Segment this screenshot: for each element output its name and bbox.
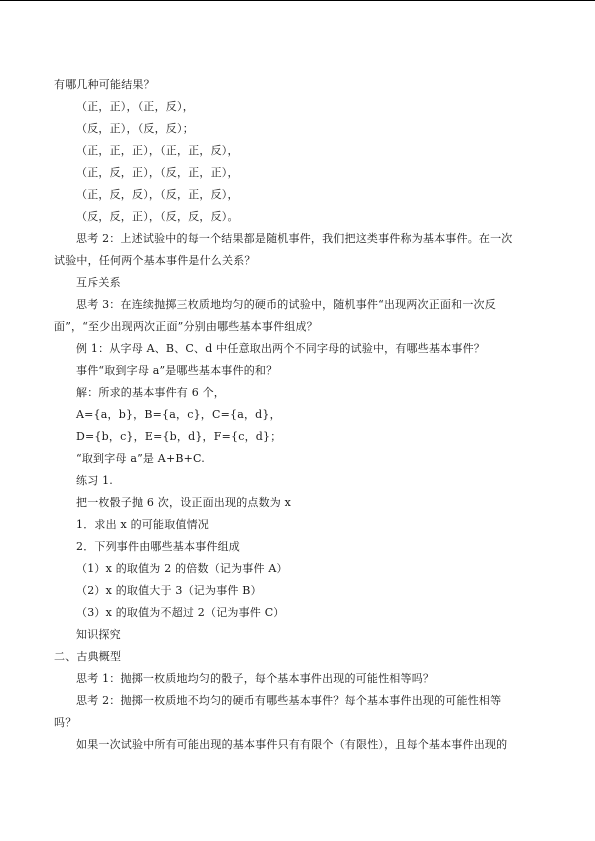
text-line: （正，反，正），（反，正，正）， bbox=[76, 166, 239, 179]
text-line: 思考 2：抛掷一枚质地不均匀的硬币有哪些基本事件？每个基本事件出现的可能性相等 bbox=[76, 694, 502, 707]
text-line: （1）x 的取值为 2 的倍数（记为事件 A） bbox=[76, 562, 288, 575]
text-line: 试验中，任何两个基本事件是什么关系？ bbox=[54, 254, 256, 267]
text-line: 互斥关系 bbox=[76, 276, 121, 289]
text-line: 把一枚骰子抛 6 次，设正面出现的点数为 x bbox=[76, 496, 292, 509]
text-line: 吗？ bbox=[54, 716, 77, 729]
text-line: 1．求出 x 的可能取值情况 bbox=[76, 518, 209, 531]
text-line: 练习 1. bbox=[76, 474, 113, 487]
text-line: （2）x 的取值大于 3（记为事件 B） bbox=[76, 584, 262, 597]
text-line: 例 1：从字母 A、B、C、d 中任意取出两个不同字母的试验中，有哪些基本事件？ bbox=[76, 342, 485, 355]
text-line: 有哪几种可能结果？ bbox=[54, 78, 155, 91]
text-line: （正，反，反），（反，正，反）， bbox=[76, 188, 239, 201]
text-line: （反，正），（反，反）； bbox=[76, 122, 194, 135]
section-heading: 二、古典概型 bbox=[54, 650, 122, 663]
text-line: （正，正），（正，反）， bbox=[76, 100, 194, 113]
text-line: 解：所求的基本事件有 6 个， bbox=[76, 386, 225, 399]
text-line: 思考 1：抛掷一枚质地均匀的骰子，每个基本事件出现的可能性相等吗？ bbox=[76, 672, 435, 685]
text-line: 思考 3：在连续抛掷三枚质地均匀的硬币的试验中，随机事件“出现两次正面和一次反 bbox=[76, 298, 496, 311]
text-line: “取到字母 a”是 A+B+C. bbox=[76, 452, 205, 465]
text-line: 知识探究 bbox=[76, 628, 121, 641]
text-line: 如果一次试验中所有可能出现的基本事件只有有限个（有限性），且每个基本事件出现的 bbox=[76, 738, 508, 751]
text-line: 面”，“至少出现两次正面”分别由哪些基本事件组成？ bbox=[54, 320, 318, 333]
text-line: （3）x 的取值为不超过 2（记为事件 C） bbox=[76, 606, 285, 619]
text-line: 2．下列事件由哪些基本事件组成 bbox=[76, 540, 240, 553]
text-line: 思考 2：上述试验中的每一个结果都是随机事件，我们把这类事件称为基本事件。在一次 bbox=[76, 232, 513, 245]
text-line: （正，正，正），（正，正，反）， bbox=[76, 144, 239, 157]
text-line: （反，反，正），（反，反，反）。 bbox=[76, 210, 239, 223]
text-line: 事件“取到字母 a”是哪些基本事件的和？ bbox=[76, 364, 278, 377]
text-line: D={b，c}，E={b，d}，F={c，d}； bbox=[76, 430, 282, 443]
text-line: A={a，b}，B={a，c}，C={a，d}， bbox=[76, 408, 281, 421]
